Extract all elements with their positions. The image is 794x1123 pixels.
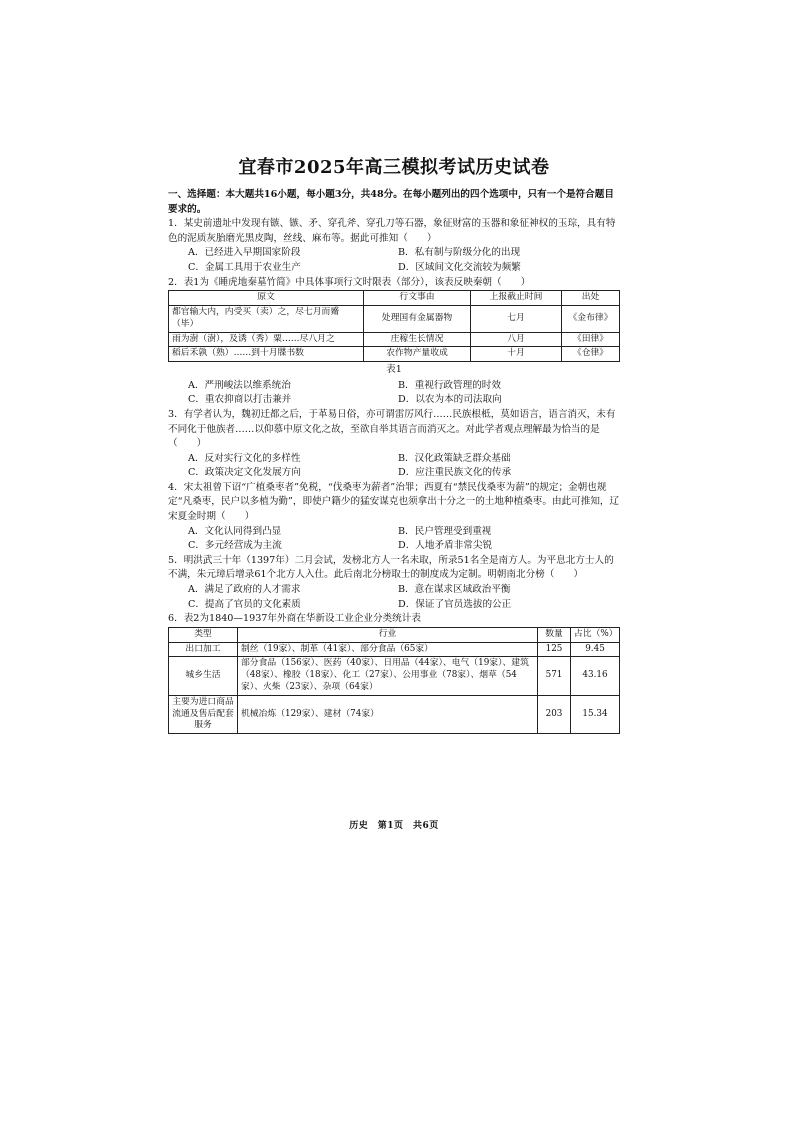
page-footer: 历史 第1页 共6页 [349, 821, 439, 831]
q5-stem: 5．明洪武三十年（1397年）二月会试，发榜北方人一名未取，所录51名全是南方人。为平息北方士人的不满，朱元璋后增录61个北方人入仕。此后南北分榜取士的制度成为定制。明朝南北分榜（ ） [168, 554, 614, 581]
q2-option-c: C．重农抑商以打击兼并 [188, 394, 292, 406]
q1-option-c: C．金属工具用于农业生产 [188, 261, 301, 273]
table-caption: 表1 [386, 364, 402, 376]
table-cell: 571 [538, 657, 571, 695]
table-header-row [169, 291, 620, 306]
q1-option-a: A．已经进入早期国家阶段 [188, 247, 301, 259]
q2-options [168, 379, 620, 408]
table-header-cell: 类型 [169, 627, 238, 642]
table-cell: 农作物产量收成 [364, 347, 471, 362]
table-cell: 15.34 [571, 695, 620, 733]
table-header-cell: 出处 [562, 291, 620, 306]
page-title: 宜春市2025年高三模拟考试历史试卷 [238, 157, 550, 178]
table-cell: 主要为进口商品流通及售后配套服务 [169, 695, 238, 733]
table-cell: 制丝（19家）、制革（41家）、部分食品（65家） [238, 642, 538, 657]
q4-option-c: C．多元经营成为主流 [188, 540, 282, 552]
table-header-cell: 行业 [238, 627, 538, 642]
table-row [169, 657, 620, 695]
q5-option-b: B．意在谋求区域政治平衡 [398, 584, 511, 596]
table-header-cell: 原文 [169, 291, 364, 306]
table-cell: 雨为澍（澍），及诱（秀）粟……尽八月之 [169, 332, 364, 347]
q2-option-b: B．重视行政管理的时效 [398, 379, 501, 391]
q4-stem: 4．宋太祖曾下诏“广植桑枣者”免税，“伐桑枣为薪者”治罪；西夏有“禁民伐桑枣为薪”的规定；金朝也规定“凡桑枣，民户以多植为勤”，即使户籍少的猛安谋克也须拿出十分之一的土地种植桑枣。由此可推知，辽宋夏金时期（ ） [168, 481, 620, 523]
table-cell: 《田律》 [562, 332, 620, 347]
q3-option-b: B．汉化政策缺乏群众基础 [398, 452, 511, 464]
table-cell: 庄稼生长情况 [364, 332, 471, 347]
table-header-cell: 占比（%） [571, 627, 620, 642]
q4-option-a: A．文化认同得到凸显 [188, 525, 282, 537]
table-cell: 《金布律》 [562, 305, 620, 332]
table-1 [168, 290, 620, 362]
q3-option-d: D．应注重民族文化的传承 [398, 467, 512, 479]
q3-option-a: A．反对实行文化的多样性 [188, 452, 301, 464]
q5-option-c: C．提高了官员的文化素质 [188, 598, 301, 610]
question-body [168, 188, 620, 734]
table-header-cell: 行文事由 [364, 291, 471, 306]
q2-option-d: D．以农为本的司法取向 [398, 394, 502, 406]
q3-stem: 3．有学者认为，魏初迁都之后，于革易日俗，亦可谓雷厉风行……民族根柢，莫如语言，语言消灭，未有不同化于他族者……以仰慕中原文化之故，至欲自举其语言而消灭之。对此学者观点理解最为恰当的是（ ） [168, 408, 616, 450]
q1-option-d: D．区域间文化交流较为频繁 [398, 261, 521, 273]
q4-option-d: D．人地矛盾非常尖锐 [398, 540, 493, 552]
table-cell: 出口加工 [169, 642, 238, 657]
table-cell: 都官输大内，内受买（卖）之，尽七月而觱（毕） [169, 305, 364, 332]
q4-options [168, 525, 620, 554]
q2-option-a: A．严刑峻法以维系统治 [188, 379, 291, 391]
q6-stem: 6．表2为1840—1937年外商在华新设工业企业分类统计表 [168, 613, 421, 625]
table-header-cell: 上报截止时间 [471, 291, 562, 306]
table-cell: 43.16 [571, 657, 620, 695]
table-cell: 稻后禾孰（熟）……到十月牒书数 [169, 347, 364, 362]
table-cell: 八月 [471, 332, 562, 347]
table-cell: 《仓律》 [562, 347, 620, 362]
table-row [169, 347, 620, 362]
q2-stem: 2．表1为《睡虎地秦墓竹简》中具体事项行文时限表（部分），该表反映秦朝（ ） [168, 276, 531, 288]
table-row [169, 642, 620, 657]
table-cell: 125 [538, 642, 571, 657]
q1-stem: 1．某史前遗址中发现有镞、镞、矛、穿孔斧、穿孔刀等石器，象征财富的玉器和象征神权的玉琮，具有特色的泥质灰胎磨光黑皮陶，丝线、麻布等。据此可推知（ ） [168, 218, 616, 244]
table-cell: 部分食品（156家）、医药（40家）、日用品（44家）、电气（19家）、建筑（48家）、橡胶（18家）、化工（27家）、公用事业（78家）、烟草（54家）、火柴（23家）、杂项（64家） [238, 657, 538, 695]
q5-options [168, 583, 620, 612]
table-cell: 处理国有金属器物 [364, 305, 471, 332]
table-row [169, 332, 620, 347]
q5-option-a: A．满足了政府的人才需求 [188, 584, 301, 596]
table-cell: 203 [538, 695, 571, 733]
table-cell: 七月 [471, 305, 562, 332]
q4-option-b: B．民户管理受到重视 [398, 525, 492, 537]
q1-option-b: B．私有制与阶级分化的出现 [398, 247, 521, 259]
table-cell: 机械冶炼（129家）、建材（74家） [238, 695, 538, 733]
table-row [169, 305, 620, 332]
table-header-cell: 数量 [538, 627, 571, 642]
q5-option-d: D．保证了官员选拔的公正 [398, 598, 512, 610]
q1-options [168, 246, 620, 275]
table-cell: 十月 [471, 347, 562, 362]
table-2 [168, 627, 620, 734]
q3-option-c: C．政策决定文化发展方向 [188, 467, 301, 479]
table-cell: 9.45 [571, 642, 620, 657]
q3-options [168, 452, 620, 481]
table-row [169, 695, 620, 733]
section-heading: 一、选择题：本大题共16小题，每小题3分，共48分。在每小题列出的四个选项中，只有一个是符合题目要求的。 [168, 189, 614, 215]
table-header-row [169, 627, 620, 642]
table-cell: 城乡生活 [169, 657, 238, 695]
